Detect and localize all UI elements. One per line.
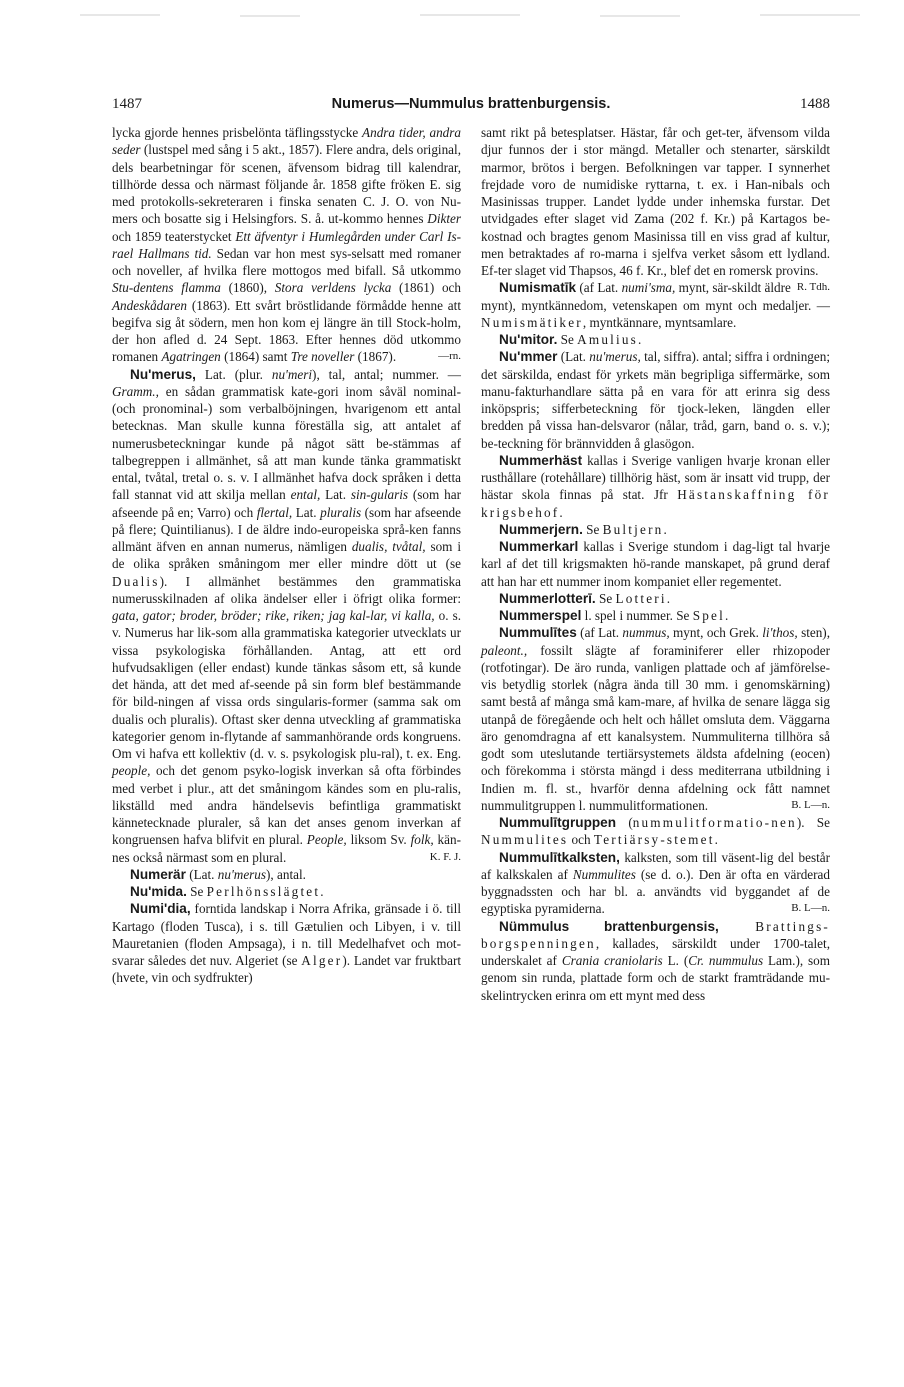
headword: Numismatīk: [499, 280, 577, 296]
headword: Nummerkarl: [499, 539, 579, 554]
headword: Nu'mida.: [130, 884, 187, 899]
headword: Nummulītes: [499, 625, 577, 641]
headword: Nu'mitor.: [499, 332, 558, 347]
entry-nummerlotteri: Nummerlotterī. Se Lotteri.: [499, 590, 671, 606]
author-signature: R. Tdh.: [796, 281, 830, 294]
headword: Nummerjern.: [499, 521, 583, 537]
headword: Nümmulus brattenburgensis,: [499, 918, 719, 934]
cross-reference: Perlhönsslägtet: [206, 884, 321, 899]
cross-reference: Nummulites: [481, 832, 569, 848]
author-signature: K. F. J.: [429, 850, 461, 863]
entry-numerus: Nu'merus, Lat. (plur. nu'meri), tal, antal; nummer. — Gramm., en sådan grammatisk kate-gori inom såväl nominal- (och pronominal-) som verbalböjningen, hvarigenom ett antal betecknas. Man skulle kunna föreställa sig, att antalet af numerusbeteckningar kunde på något sätt be-stämmas af talbegreppen i allmänhet, så att man kunde tänka grammatiskt ental, tvåtal, tretal o. s. v. I allmänhet hafva dock språken i detta fall stannat vid att skilja mellan ental, Lat. sin-gularis (som har afseende på en; Varro) och flertal, Lat. pluralis (som har afseende på flere; Quintilianus). I de äldre indo-europeiska språ-ken fanns allmänt äfven en annan numerus, nämligen dualis, tvåtal, som i de olika språken småningom mer eller mindre dött ut (se Dualis). I allmänhet bestämmes den grammatiska numerusskilnaden af olika ändelser eller i öfrigt olika former: gata, gator; broder, bröder; rike, riken; jag kal-lar, vi kalla, o. s. v. Numerus har lik-som alla grammatiska kategorier utvecklats ur vissa psykologiska förhållanden. Antag, att ett ord hufvudsakligen (eller endast) kunde tänkas såsom ett, så kunde det hända, att det med af-seende på sin form blef bestämmande för bild-ningen af vissa ords singularis-former (samma sak om dualis och pluralis). Oftast sker denna utveckling af grammatiska kategorier genom in-flytande af sammanhörande ords kongruens. Om vi hafva ett kollektiv (d. v. s. psykologisk plu-ral), t. ex. Eng. people, och det genom psyko-logisk inverkan så ofta förbindes med verbet i plur., att det småningom kändes som en plu-ralis, likställd med andra händelsevis befintliga grammatiskt kännetecknade pluraler, så kan det anses genom inverkan af kongruensen hafva blifvit en plural. People, liksom Sv. folk, kän-nes också närmast som en plural. K. F. J.: [112, 366, 461, 865]
entry-nummulites: Nummulītes (af Lat. nummus, mynt, och Grek. li'thos, sten), paleont., fossilt slägte af foraminiferer eller rhizopoder (rotfotingar). De äro runda, vanligen plattade och af jämförelse-vis betydlig storlek (några ända till 30 mm. i genomskärning) samt bestå af många små kam-mare, af hvilka de senare lägga sig utanpå de föregående och helt och hållet omsluta dem. Väggarna äro genomdragna af ett kanalsystem. Nummuliterna tillhöra så godt som uteslutande tertiärsystemets äldsta afdelning (eocen) och förekomma i största mängd i dess mediterrana utbildning i Indien m. fl. st., hvarför denna afdelning ock fått namnet nummulitgruppen l. nummulitformationen. B. L—n.: [481, 625, 830, 813]
cross-reference: Tertiärsy-stemet: [593, 832, 715, 848]
cross-reference: Brattings-borgspenningen: [481, 918, 830, 951]
entry-numismatik: Numismatīk (af Lat. numi'sma, mynt, sär-skildt äldre mynt), myntkännedom, vetenskapen om mynt och medaljer. — Numismätiker, myntkännare, myntsamlare.: [481, 280, 830, 330]
entry-numida: Nu'mida. Se Perlhönsslägtet.: [130, 884, 324, 899]
headword: Nummerlotterī.: [499, 590, 596, 606]
entry-nummulitgruppen: Nummulītgruppen (nummulitformatio-nen). Se Nummulites och Tertiärsy-stemet.: [481, 815, 830, 848]
entry-continuation: samt rikt på betesplatser. Hästar, får och get-ter, äfvensom vilda djur funnos der i stor mängd. Metaller och stenarter, särskildt marmor, brötos i bergen. Befolkningen var tapper. I synnerhet frejdade voro de numidiske ryttarna, t. ex. i Han-nibals och Masinissas trupper. Landet lydde under inhemska furstar. Det utvidgades efter slaget vid Zama (202 f. Kr.) på Kartagos be-kostnad och bragtes genom Masinissa till en viss grad af kultur, men betraktades af ro-marna i sjelfva verket såsom ett lydland. Ef-ter slaget vid Thapsos, 46 f. Kr., blef det en romersk provins. R. Tdh.: [481, 124, 830, 279]
cross-reference: Hästanskaffning för krigsbehof: [481, 487, 830, 520]
cross-reference: nummulitformatio-nen: [632, 815, 797, 830]
cross-reference: Lotteri: [615, 590, 667, 606]
cross-reference: Amulius: [577, 332, 638, 347]
headword: Numi'dia,: [130, 901, 191, 917]
entry-nummulus-brattenburgensis: Nümmulus brattenburgensis, Brattings-borgspenningen, kallades, särskildt under 1700-talet, underskalet af Crania craniolaris L. (Cr. nummulus Lam.), som genom sin runda, plattade form och de starkt framträdande mu-skelintrycken erinra om ett mynt med dess: [481, 918, 831, 1003]
headword: Nummulītgruppen: [499, 815, 617, 830]
cross-reference: Spel: [692, 608, 725, 623]
scan-edge-marks: [0, 12, 904, 20]
entry-nummer: Nu'mmer (Lat. nu'merus, tal, siffra). antal; siffra i ordningen; det särskilda, endast för yrkets män begripliga siffermärke, som manu-fakturhandlare sätta på en vara för att erinra sig dess inköpspris; sifferbeteckning för tjock-leken, längden eller bredden på vissa han-delsvaror (nålar, tråd, garn, band o. s. v.); be-teckning för brännvidden å glasögon.: [481, 349, 831, 451]
entry-continuation: lycka gjorde hennes prisbelönta täflingsstycke Andra tider, andra seder (lustspel med sång i 5 akt., 1857). Flere andra, dels original, dels bearbetningar för scenen, äfvensom bidrag till kalendrar, tillhörde dessa och närmast följande år. 1858 gifte fröken E. sig med protokolls-sekreteraren i finska senaten C. J. O. von Nu-mers och bosatte sig i Helsingfors. S. å. ut-kommo hennes Dikter och 1859 teaterstycket Ett äfventyr i Humlegården under Carl Is-rael Hallmans tid. Sedan var hon mest sys-selsatt med romaner och noveller, af hvilka flere mottogos med bifall. Så utkommo Stu-dentens flamma (1860), Stora verldens lycka (1861) och Andeskådaren (1863). Ett svårt bröstlidande förmådde henne att begifva sig åt södern, men hon kom ej längre än till Stock-holm, der hon afled d. 24 Sept. 1863. Efter hennes död utkommo romanen Agatringen (1864) samt Tre noveller (1867). —rn.: [112, 125, 461, 365]
headword: Nummerhäst: [499, 452, 583, 468]
headword: Nu'mmer: [499, 349, 558, 365]
cross-reference: Numismätiker: [481, 314, 583, 330]
page-number-left: 1487: [112, 96, 142, 112]
entry-nummulitkalksten: Nummulītkalksten, kalksten, som till väsent-lig del består af kalkskalen af Nummulites (se d. o.). Den är ofta en värderad byggnadssten och har bl. a. användts vid byggandet af de egyptiska pyramiderna. B. L—n.: [481, 849, 830, 917]
entry-numitor: Nu'mitor. Se Amulius.: [499, 332, 642, 347]
right-column: [481, 124, 830, 1004]
cross-reference: Dualis: [112, 573, 160, 589]
entry-numidia: Numi'dia, forntida landskap i Norra Afrika, gränsade i ö. till Kartago (floden Tusca), i s. till Gætulien och Libyen, i v. till Mauretanien (floden Ampsaga), i n. till Medelhafvet och mot-svarar således det nuv. Algeriet (se Alger). Landet var fruktbart (hvete, vin och sydfrukter): [112, 901, 462, 986]
cross-reference: Bultjern: [602, 521, 664, 537]
headword: Nummerspel: [499, 608, 582, 623]
author-signature: —rn.: [438, 350, 461, 363]
entry-numerar: Numerär (Lat. nu'merus), antal.: [130, 866, 306, 882]
headword: Nu'merus,: [130, 366, 196, 382]
entry-nummerspel: Nummerspel l. spel i nummer. Se Spel.: [499, 608, 729, 623]
running-title: Numerus—Nummulus brattenburgensis.: [331, 96, 611, 112]
page-number-right: 1488: [800, 96, 830, 112]
author-signature: B. L—n.: [791, 902, 830, 915]
entry-nummerhast: Nummerhäst kallas i Sverige vanligen hvarje kronan eller rusthållare (rotehållare) tillhörig häst, som är insatt vid trupp, der hästar skola finnas på stat. Jfr Hästanskaffning för krigsbehof.: [481, 452, 830, 520]
entry-nummerjern: Nummerjern. Se Bultjern.: [499, 521, 667, 537]
entry-nummerkarl: Nummerkarl kallas i Sverige stundom i dag-ligt tal hvarje karl af det till krigsmakten hö-rande manskapet, på grund deraf att han har ett nummer inom kompaniet eller regementet.: [481, 539, 830, 589]
left-column: [112, 124, 461, 987]
author-signature: B. L—n.: [791, 798, 830, 811]
headword: Nummulītkalksten,: [499, 849, 620, 865]
headword: Numerär: [130, 866, 186, 882]
page-header: [112, 96, 830, 118]
cross-reference: Alger: [301, 953, 343, 968]
